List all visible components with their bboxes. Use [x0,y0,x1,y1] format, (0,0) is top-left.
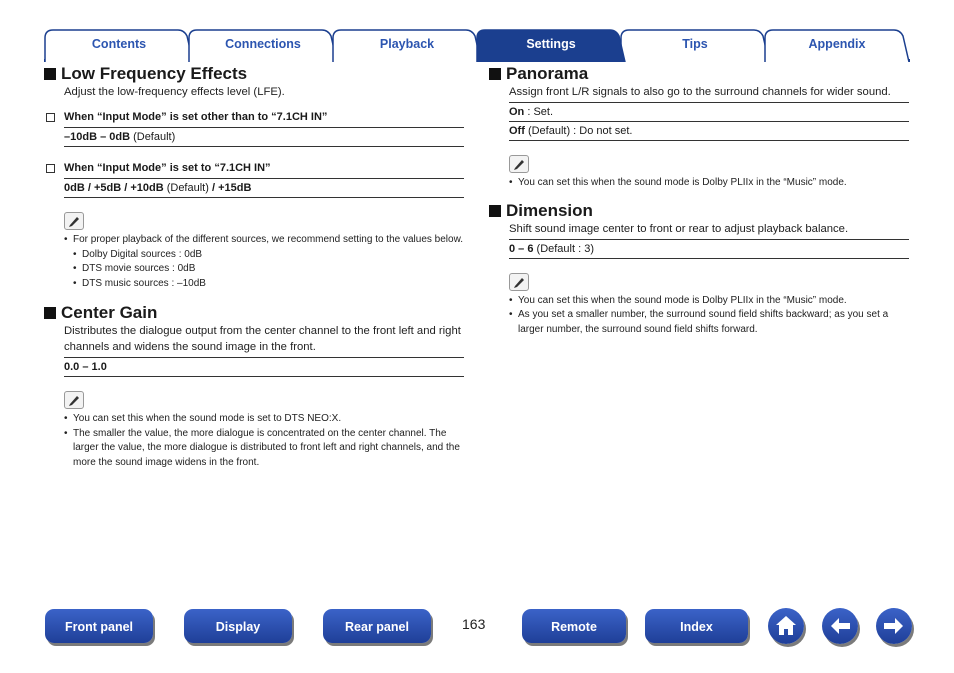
note-list [509,176,909,191]
section-title-lfe: Low Frequency Effects [44,64,464,84]
tab-label: Contents [91,37,147,51]
section-description: Distributes the dialogue output from the center channel to the front left and right channels and widens the sound image in the front. [64,325,461,353]
tab-label: Appendix [808,37,866,51]
note-item: • You can set this when the sound mode is Dolby PLIIx in the “Music” mode. [509,294,909,309]
section-title-center-gain: Center Gain [44,303,464,323]
note-item: • DTS music sources : –10dB [64,277,464,292]
setting-values: 0dB / +5dB / +10dB (Default) / +15dB [64,178,464,198]
tab-settings[interactable] [476,28,626,60]
note-pencil-icon [64,212,84,230]
rear-panel-button[interactable]: Rear panel [323,609,431,643]
square-bullet-icon [489,68,501,80]
tab-contents[interactable] [44,28,194,60]
note-item: • You can set this when the sound mode is Dolby PLIIx in the “Music” mode. [509,176,909,191]
note-item: • The smaller the value, the more dialogue is concentrated on the center channel. The larger the value, the more dialogue is distributed to front left and right channels, and the more the sound image widens in the front. [64,427,464,471]
note-item: • You can set this when the sound mode is set to DTS NEO:X. [64,412,464,427]
setting-values: Off (Default) : Do not set. [509,122,909,141]
tab-label: Settings [526,37,576,51]
note-item: • As you set a smaller number, the surround sound field shifts backward; as you set a larger number, the surround sound field shifts forward. [509,308,909,337]
note-item: • For proper playback of the different sources, we recommend setting to the values below. [64,233,464,248]
square-bullet-icon [44,68,56,80]
setting-values: 0.0 – 1.0 [64,357,464,377]
display-button[interactable]: Display [184,609,292,643]
forward-arrow-icon[interactable] [876,608,912,644]
note-list [64,412,464,470]
setting-values: 0 – 6 (Default : 3) [509,239,909,259]
condition-heading: When “Input Mode” is set other than to “7.1CH IN” [44,110,464,125]
note-list [64,233,464,291]
tab-label: Connections [225,37,301,51]
tab-playback[interactable] [332,28,482,60]
index-button[interactable]: Index [645,609,748,643]
note-item: • DTS movie sources : 0dB [64,262,464,277]
square-bullet-icon [44,307,56,319]
note-item: • Dolby Digital sources : 0dB [64,248,464,263]
tab-bar [44,26,910,62]
remote-button[interactable]: Remote [522,609,626,643]
section-description: Assign front L/R signals to also go to the surround channels for wider sound. [509,86,891,98]
tab-label: Playback [379,37,435,51]
note-pencil-icon [509,273,529,291]
setting-values: –10dB – 0dB (Default) [64,127,464,147]
section-description: Adjust the low-frequency effects level (LFE). [64,86,285,98]
section-title-dimension: Dimension [489,201,909,221]
front-panel-button[interactable]: Front panel [45,609,153,643]
section-title-panorama: Panorama [489,64,909,84]
right-column [489,64,909,337]
back-arrow-icon[interactable] [822,608,858,644]
square-bullet-icon [489,205,501,217]
checkbox-square-icon [46,164,55,173]
note-pencil-icon [64,391,84,409]
note-pencil-icon [509,155,529,173]
section-description: Shift sound image center to front or rear to adjust playback balance. [509,222,849,235]
page-number: 163 [462,616,486,632]
tab-appendix[interactable] [764,28,910,60]
home-icon[interactable] [768,608,804,644]
left-column [44,64,464,470]
checkbox-square-icon [46,113,55,122]
tab-tips[interactable] [620,28,770,60]
tab-label: Tips [682,37,708,51]
condition-heading: When “Input Mode” is set to “7.1CH IN” [44,161,464,176]
tab-connections[interactable] [188,28,338,60]
setting-values: On : Set. [509,102,909,122]
note-list [509,294,909,338]
